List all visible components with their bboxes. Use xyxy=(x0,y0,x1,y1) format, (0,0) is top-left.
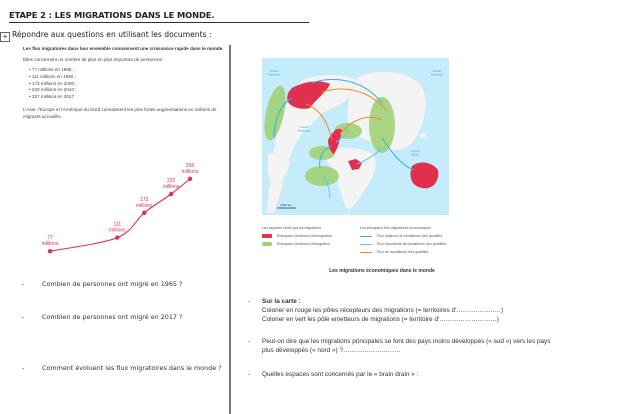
data-point xyxy=(48,249,52,253)
question-heading: Sur la carte : xyxy=(262,298,301,305)
list-item: • 257 millions en 2017. xyxy=(29,94,228,101)
legend-label: Principaux territoires d'immigration xyxy=(277,234,333,238)
scale-label: 2000 km xyxy=(280,203,292,207)
doc-lead: Les flux migratoires dans leur ensemble connaissent une croissance rapide dans le monde. xyxy=(23,46,224,51)
bullet-dash: - xyxy=(248,371,251,378)
bullet-dash: - xyxy=(22,364,25,372)
list-item: • 220 millions en 2010 ; xyxy=(29,87,228,94)
legend-label: Flux majeurs de travailleurs peu qualifiés xyxy=(377,234,443,238)
page-title: ETAPE 2 : LES MIGRATIONS DANS LE MONDE. xyxy=(9,10,309,23)
data-label-value: 173 xyxy=(140,196,149,203)
data-label-value: 258 xyxy=(185,162,195,169)
major-flow-arrow-icon xyxy=(360,236,372,237)
immigration-zone-australia xyxy=(410,163,438,189)
data-label-unit: millions xyxy=(108,227,126,234)
legend-item-important-flow xyxy=(360,242,470,246)
ocean-label-indian: Océan Indien xyxy=(410,149,420,157)
data-label-value: 111 xyxy=(113,221,122,228)
emigration-swatch-icon xyxy=(262,242,272,246)
list-item: • 173 millions en 2000 ; xyxy=(29,81,228,88)
bullet-dash: - xyxy=(248,338,251,345)
data-label-unit: millions xyxy=(135,202,153,209)
ocean-label-pacific-west: Océan Pacifique xyxy=(267,69,281,77)
world-migration-map xyxy=(262,58,449,215)
question-text: Comment évoluent les flux migratoires dans le monde ? xyxy=(42,364,222,372)
bullet-dash: - xyxy=(22,280,25,288)
immigration-swatch-icon xyxy=(262,234,272,238)
doc-intro: Elles concernent un nombre de plus en plus important de personnes : xyxy=(23,56,165,62)
data-point xyxy=(115,235,119,239)
doc-note: L'Asie, l'Europe et l'Amérique du Nord connaissent les plus fortes augmentations en millions de migrants accueillis. xyxy=(23,107,217,120)
ocean-label-atlantic: Océan Atlantique xyxy=(297,125,311,133)
question-text: Combien de personnes ont migré en 2017 ? xyxy=(42,313,183,321)
list-item: • 77 millions en 1965 ; xyxy=(29,67,228,74)
data-label-unit: millions xyxy=(181,168,199,175)
question-text: Combien de personnes ont migré en 1965 ? xyxy=(42,280,183,288)
emigration-zone-sub-saharan-africa xyxy=(305,166,339,186)
map-caption: Les migrations économiques dans le monde xyxy=(329,268,435,274)
data-label-unit: millions xyxy=(162,184,180,190)
bullet-dash: - xyxy=(248,298,251,305)
document-text-migration-growth xyxy=(23,46,228,124)
data-label-value: 220 xyxy=(166,178,176,184)
legend-item-emigration xyxy=(262,242,352,246)
data-label-unit: millions xyxy=(41,241,59,248)
legend-item-immigration xyxy=(262,234,352,238)
legend-label: Flux importants de travailleurs peu qualifiés xyxy=(377,242,447,246)
data-point xyxy=(188,177,192,181)
data-label-value: 77 xyxy=(47,235,53,242)
legend-flows-title: Les principaux flux migratoires économiques xyxy=(360,226,431,230)
important-flow-arrow-icon xyxy=(360,244,372,245)
list-item: • 111 millions en 1990 ; xyxy=(29,74,228,81)
data-point xyxy=(169,192,173,196)
data-point xyxy=(142,211,146,215)
migrants-growth-chart xyxy=(20,150,230,270)
table-move-handle-icon[interactable]: + xyxy=(0,32,10,42)
legend-label: Principaux territoires d'émigration xyxy=(277,242,331,246)
skilled-flow-arrow-icon xyxy=(360,252,372,253)
legend-label: Flux de travailleurs très qualifiés xyxy=(377,250,429,254)
ocean-label-pacific-east: Océan Pacifique xyxy=(430,69,444,77)
instruction-text: Répondre aux questions en utilisant les documents : xyxy=(12,30,212,39)
question-text: Quelles espaces sont concernés par le « brain drain » : xyxy=(262,371,419,378)
legend-item-skilled-flow xyxy=(360,250,470,254)
question-line-green: Colorier en vert les pôle emetteurs de migrations (= territoire d'………………………) xyxy=(262,315,499,323)
question-text: Peut-on dire que les migrations principales se font des pays moins développés (« sud ») vers les pays plus développés (« nord ») ?……………………… xyxy=(262,338,551,354)
legend-spaces-title: Les espaces reliés par les migrations xyxy=(262,226,322,230)
bullet-dash: - xyxy=(22,313,25,321)
legend-flows xyxy=(360,226,470,254)
legend-spaces xyxy=(262,226,352,246)
legend-item-major-flow xyxy=(360,234,470,238)
figures-list xyxy=(23,67,228,101)
question-line-red: Colorier en rouge les pôles récepteurs des migrations (= territoires d'…………………) xyxy=(262,306,504,314)
